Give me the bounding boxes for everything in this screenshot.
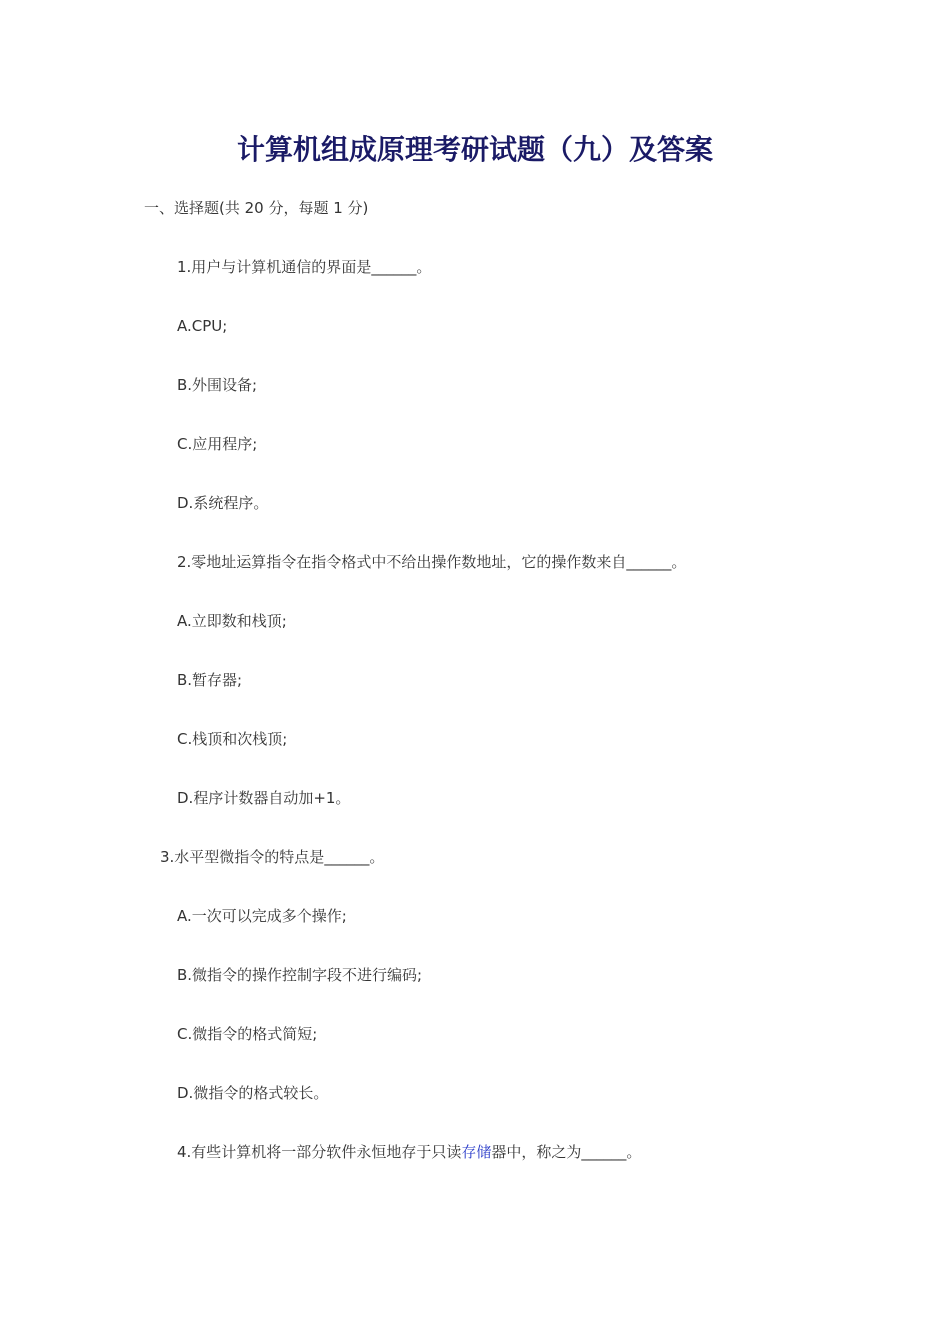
question-2: 2.零地址运算指令在指令格式中不给出操作数地址，它的操作数来自______。 xyxy=(177,553,687,571)
section-heading: 一、选择题(共 20 分，每题 1 分) xyxy=(144,199,369,217)
question-1-option-b: B.外围设备; xyxy=(177,376,258,394)
question-1-option-d: D.系统程序。 xyxy=(177,494,269,512)
storage-link[interactable]: 存储 xyxy=(461,1143,492,1161)
question-3-option-a: A.一次可以完成多个操作; xyxy=(177,907,347,925)
question-2-option-d: D.程序计数器自动加+1。 xyxy=(177,789,351,807)
question-1-option-a: A.CPU; xyxy=(177,317,228,335)
question-1: 1.用户与计算机通信的界面是______。 xyxy=(177,258,432,276)
question-4-text-start: 4.有些计算机将一部分软件永恒地存于只读 xyxy=(177,1143,462,1161)
question-2-option-c: C.栈顶和次栈顶; xyxy=(177,730,288,748)
question-1-option-c: C.应用程序; xyxy=(177,435,258,453)
question-4 xyxy=(177,1142,641,1162)
question-3-option-b: B.微指令的操作控制字段不进行编码; xyxy=(177,966,423,984)
page-title: 计算机组成原理考研试题（九）及答案 xyxy=(236,133,713,166)
question-2-option-a: A.立即数和栈顶; xyxy=(177,612,287,630)
question-4-text-end: 器中，称之为______。 xyxy=(491,1143,642,1161)
question-3-option-c: C.微指令的格式简短; xyxy=(177,1025,318,1043)
question-3: 3.水平型微指令的特点是______。 xyxy=(160,848,385,866)
question-2-option-b: B.暂存器; xyxy=(177,671,243,689)
question-3-option-d: D.微指令的格式较长。 xyxy=(177,1084,329,1102)
